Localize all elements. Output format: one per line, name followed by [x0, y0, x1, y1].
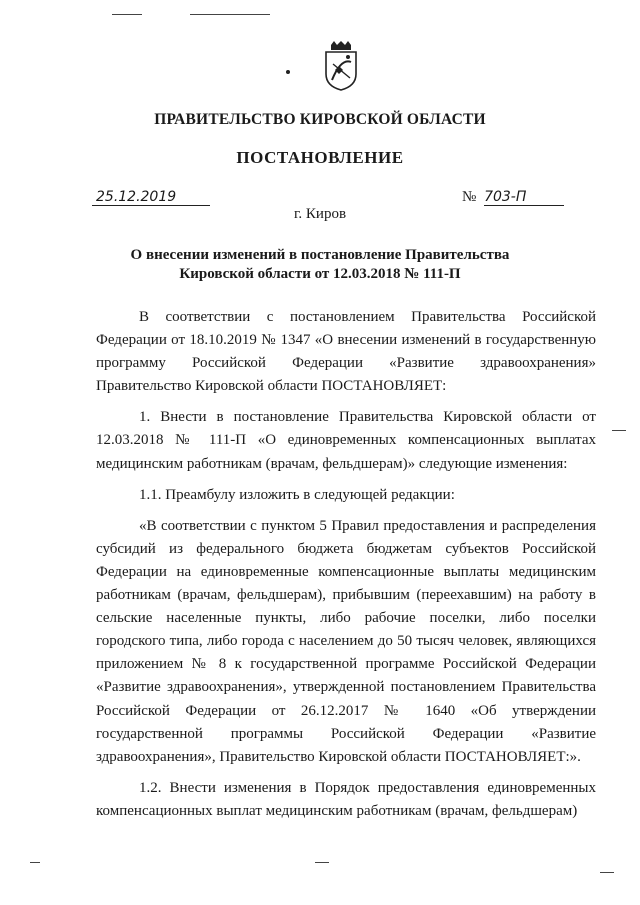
document-number [462, 189, 564, 206]
scan-mark [112, 14, 142, 15]
paragraph-1-1: 1.1. Преамбулу изложить в следующей редакции: [139, 486, 455, 503]
coat-of-arms-emblem [323, 40, 359, 92]
title-line-1: О внесении изменений в постановление Правительства [130, 247, 510, 263]
paragraph-quoted-preamble: «В соответствии с пунктом 5 Правил предоставления и распределения субсидий из федерального бюджета бюджетам субъектов Российской Федерации на единовременные компенсационные выплаты медицинским работникам (врачам, фельдшерам), прибывшим (переехавшим) на работу в сельские населенные пункты, либо рабочие поселки, либо поселки городского типа, либо города с населением до 50 тысяч человек, являющихся приложением № 8 к государственной программе Российской Федерации «Развитие здравоохранения», утвержденной постановлением Правительства Российской Федерации от 26.12.2017 № 1640 «Об утверждении государственной программы Российской Федерации «Развитие здравоохранения», Правительство Кировской области ПОСТАНОВЛЯЕТ:». [96, 517, 596, 765]
document-title [0, 246, 640, 284]
government-name: ПРАВИТЕЛЬСТВО КИРОВСКОЙ ОБЛАСТИ [154, 111, 486, 128]
document-type: ПОСТАНОВЛЕНИЕ [236, 148, 404, 167]
stray-dot [286, 70, 290, 74]
scan-mark [612, 430, 626, 431]
paragraph-1-2: 1.2. Внести изменения в Порядок предоставления единовременных компенсационных выплат медицинским работникам (врачам, фельдшерам) [96, 779, 596, 819]
document-body [96, 306, 596, 823]
scan-mark [190, 14, 270, 15]
scan-mark [600, 872, 614, 873]
title-line-2: Кировской области от 12.03.2018 № 111-П [179, 266, 461, 282]
paragraph-1: 1. Внести в постановление Правительства Кировской области от 12.03.2018 № 111-П «О единовременных компенсационных выплатах медицинским работникам (врачам, фельдшерам)» следующие изменения: [96, 409, 596, 472]
number-value: 703-П [484, 189, 564, 206]
city: г. Киров [293, 206, 347, 222]
scan-mark [30, 862, 40, 863]
number-label: № [462, 189, 477, 205]
paragraph-preamble: В соответствии с постановлением Правительства Российской Федерации от 18.10.2019 № 1347 «О внесении изменений в государственную программу Российской Федерации «Развитие здравоохранения» Правительство Кировской области ПОСТАНОВЛЯЕТ: [96, 309, 596, 395]
document-date: 25.12.2019 [92, 189, 210, 206]
scan-mark [315, 862, 329, 863]
